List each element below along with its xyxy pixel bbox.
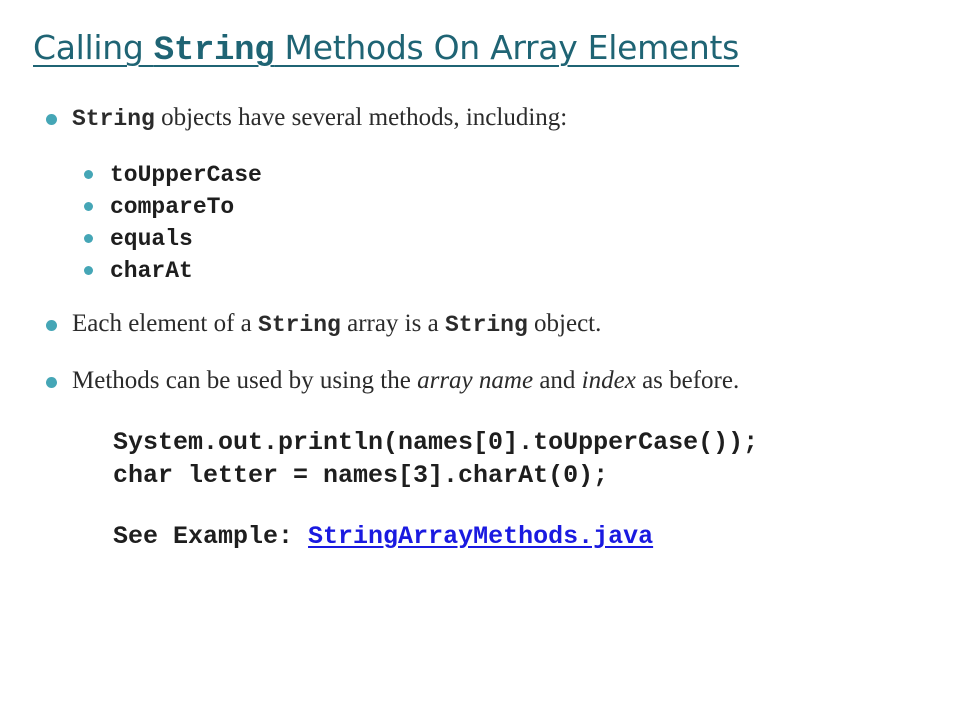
sub-bullet-dot	[84, 234, 93, 243]
bullet-code: String	[258, 312, 341, 338]
bullet-text: Each element of a	[72, 310, 259, 337]
bullet-text: objects have several methods, including:	[154, 104, 568, 131]
code-line: char letter = names[3].charAt(0);	[113, 461, 609, 490]
bullet-each-element	[72, 310, 601, 338]
bullet-text: and	[533, 367, 582, 394]
bullet-dot	[46, 320, 57, 331]
method-item	[110, 162, 262, 188]
sub-bullet-dot	[84, 202, 93, 211]
bullet-text: array is a	[340, 310, 445, 337]
bullet-code: String	[444, 312, 528, 338]
bullet-dot	[46, 114, 57, 125]
see-example-label: See Example:	[113, 522, 309, 551]
bullet-text: object.	[527, 310, 602, 337]
title-suffix: Methods On Array Elements	[274, 28, 740, 67]
bullet-text: as before.	[635, 367, 740, 394]
emphasis-text: array name	[417, 367, 534, 394]
method-name: equals	[110, 226, 193, 252]
bullet-dot	[46, 377, 57, 388]
method-name: charAt	[110, 258, 193, 284]
emphasis-text: index	[581, 367, 636, 394]
method-item	[110, 226, 193, 252]
code-line: System.out.println(names[0].toUpperCase());	[113, 428, 759, 457]
method-name: compareTo	[110, 194, 235, 220]
title-prefix: Calling	[33, 28, 154, 67]
method-name: toUpperCase	[110, 162, 262, 188]
sub-bullet-dot	[84, 170, 93, 179]
see-example-line	[113, 522, 653, 551]
sub-bullet-dot	[84, 266, 93, 275]
method-item	[110, 194, 234, 220]
bullet-string-objects	[72, 104, 567, 132]
example-file-link[interactable]: StringArrayMethods.java	[308, 522, 654, 551]
bullet-text: Methods can be used by using the	[72, 367, 418, 394]
title-code: String	[153, 32, 275, 70]
bullet-methods-usage	[72, 367, 739, 395]
slide-title	[33, 28, 739, 70]
method-item	[110, 258, 193, 284]
bullet-code: String	[72, 106, 155, 132]
